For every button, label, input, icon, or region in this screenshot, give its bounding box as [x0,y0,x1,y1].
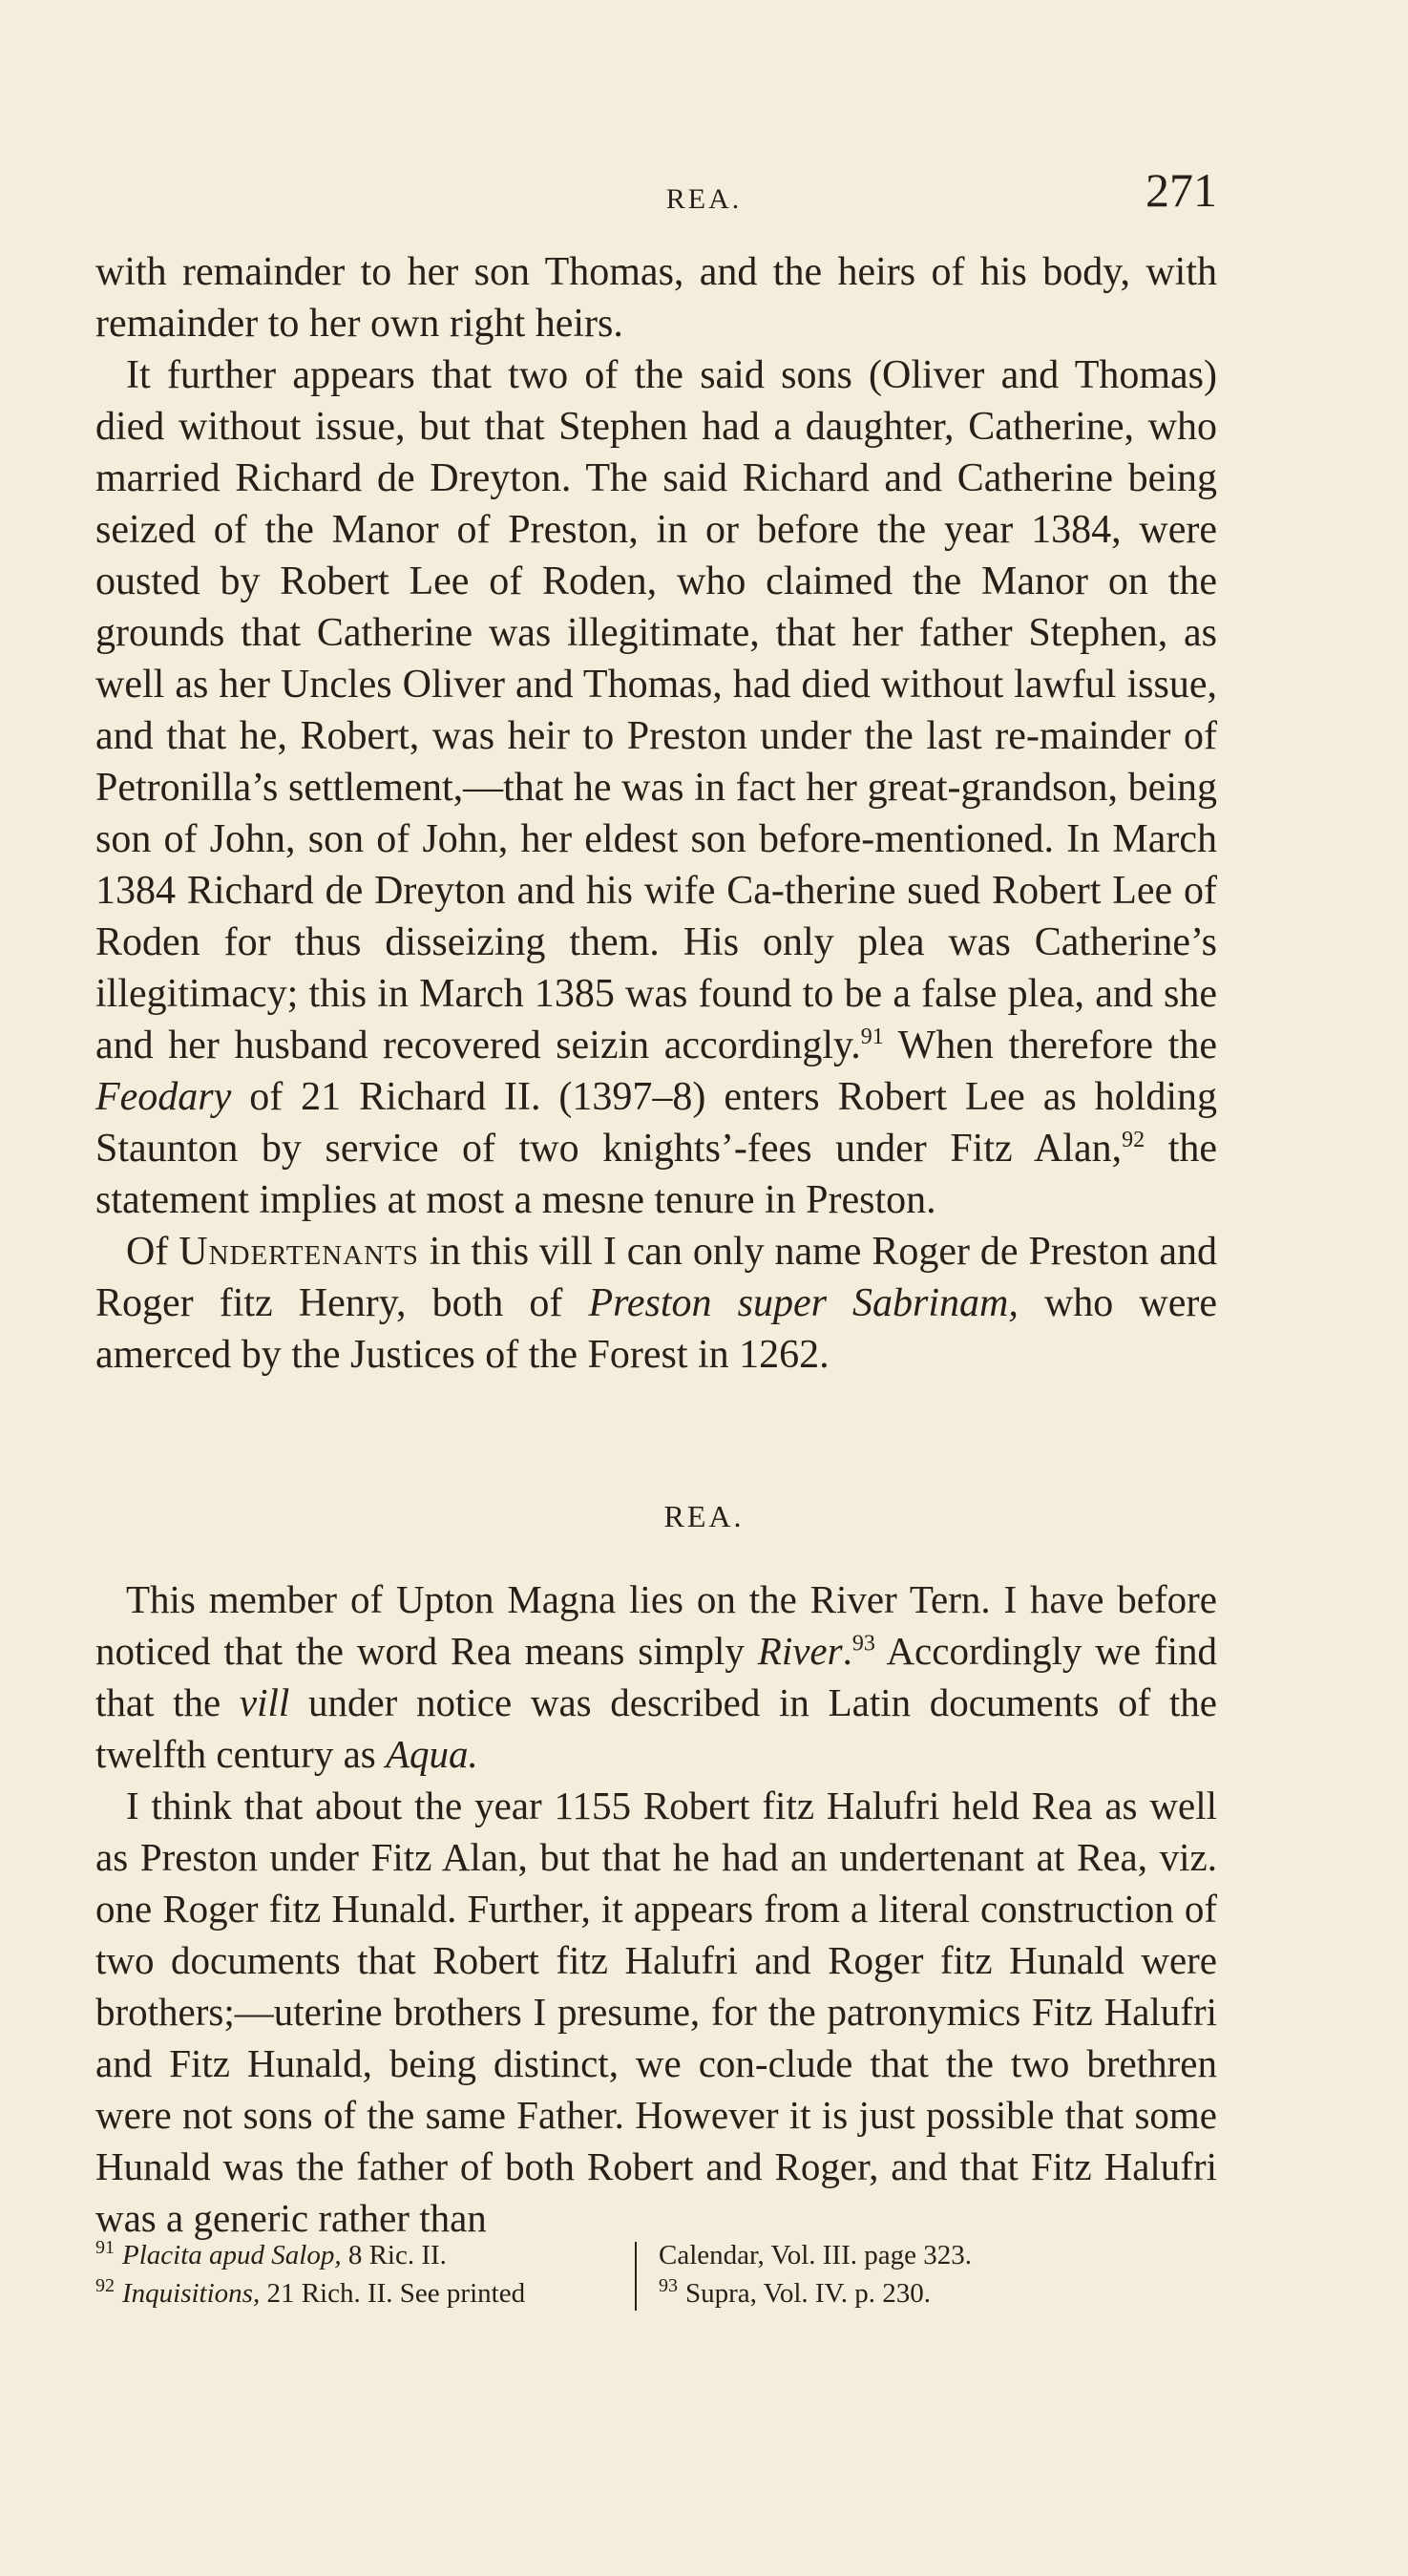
paragraph: It further appears that two of the said sons (Oliver and Thomas) died without issue, but that Stephen had a daughter, Catherine, who married Richard de Dreyton. The said Richard and Catherine being seized of the Manor of Preston, in or before the year 1384, were ousted by Robert Lee of Roden, who claimed the Manor on the grounds that Catherine was illegitimate, that her father Stephen, as well as her Uncles Oliver and Thomas, had died without lawful issue, and that he, Robert, was heir to Preston under the last re-mainder of Petronilla’s settlement,—that he was in fact her great-grandson, being son of John, son of John, her eldest son before-mentioned. In March 1384 Richard de Dreyton and his wife Ca-therine sued Robert Lee of Roden for thus disseizing them. His only plea was Catherine’s illegitimacy; this in March 1385 was found to be a false plea, and she and her husband recovered seizin accordingly.$^{91}$ When therefore the Feodary of 21 Richard II. (1397–8) enters Robert Lee as holding Staunton by service of two knights’-fees under Fitz Alan,$^{92}$ the statement implies at most a mesne tenure in Preston. [95,353,1218,1222]
footnote-92-continued: Calendar, Vol. III. page 323. [659,2240,972,2270]
section-title: REA. [663,1499,745,1533]
running-head [0,162,1408,229]
footnote-divider [635,2242,637,2311]
paragraph: I think that about the year 1155 Robert fitz Halufri held Rea as well as Preston under Fitz Alan, but that he had an undertenant at Rea, viz. one Roger fitz Hunald. Further, it appears from a literal construction of two documents that Robert fitz Halufri and Roger fitz Hunald were brothers;—uterine brothers I presume, for the patronymics Fitz Halufri and Fitz Hunald, being distinct, we con-clude that the two brethren were not sons of the same Father. However it is just possible that some Hunald was the father of both Robert and Roger, and that Fitz Halufri was a generic rather than [95,1784,1217,2240]
footnote-ref-93: 93 [851,1631,875,1657]
section-text [95,1573,1217,2244]
page-number: 271 [1145,163,1217,217]
footnote-93: $^{93}$ Supra, Vol. IV. p. 230. [659,2275,932,2309]
footnote-ref-92: 92 [1122,1128,1145,1152]
footnote-91: $^{91}$ Placita apud Salop, 8 Ric. II. [95,2237,447,2270]
footnotes-left-column [95,2236,625,2312]
body-text [95,246,1217,1381]
footnote-92: $^{92}$ Inquisitions, 21 Rich. II. See printed [95,2275,526,2309]
paragraph: with remainder to her son Thomas, and the heirs of his body, with remainder to her own right heirs. [95,250,1217,346]
footnote-ref-91: 91 [860,1024,884,1049]
paragraph: This member of Upton Magna lies on the River Tern. I have before noticed that the word Rea means simply River.$^{93}$ Accordingly we find that the vill under notice was described in Latin documents of the twelfth century as Aqua. [95,1577,1217,1776]
running-title: REA. [665,183,743,215]
footnotes-right-column [659,2236,1217,2312]
paragraph: Of Undertenants in this vill I can only name Roger de Preston and Roger fitz Henry, both of Preston super Sabrinam, who were amerced by the Justices of the Forest in 1262. [95,1230,1217,1377]
